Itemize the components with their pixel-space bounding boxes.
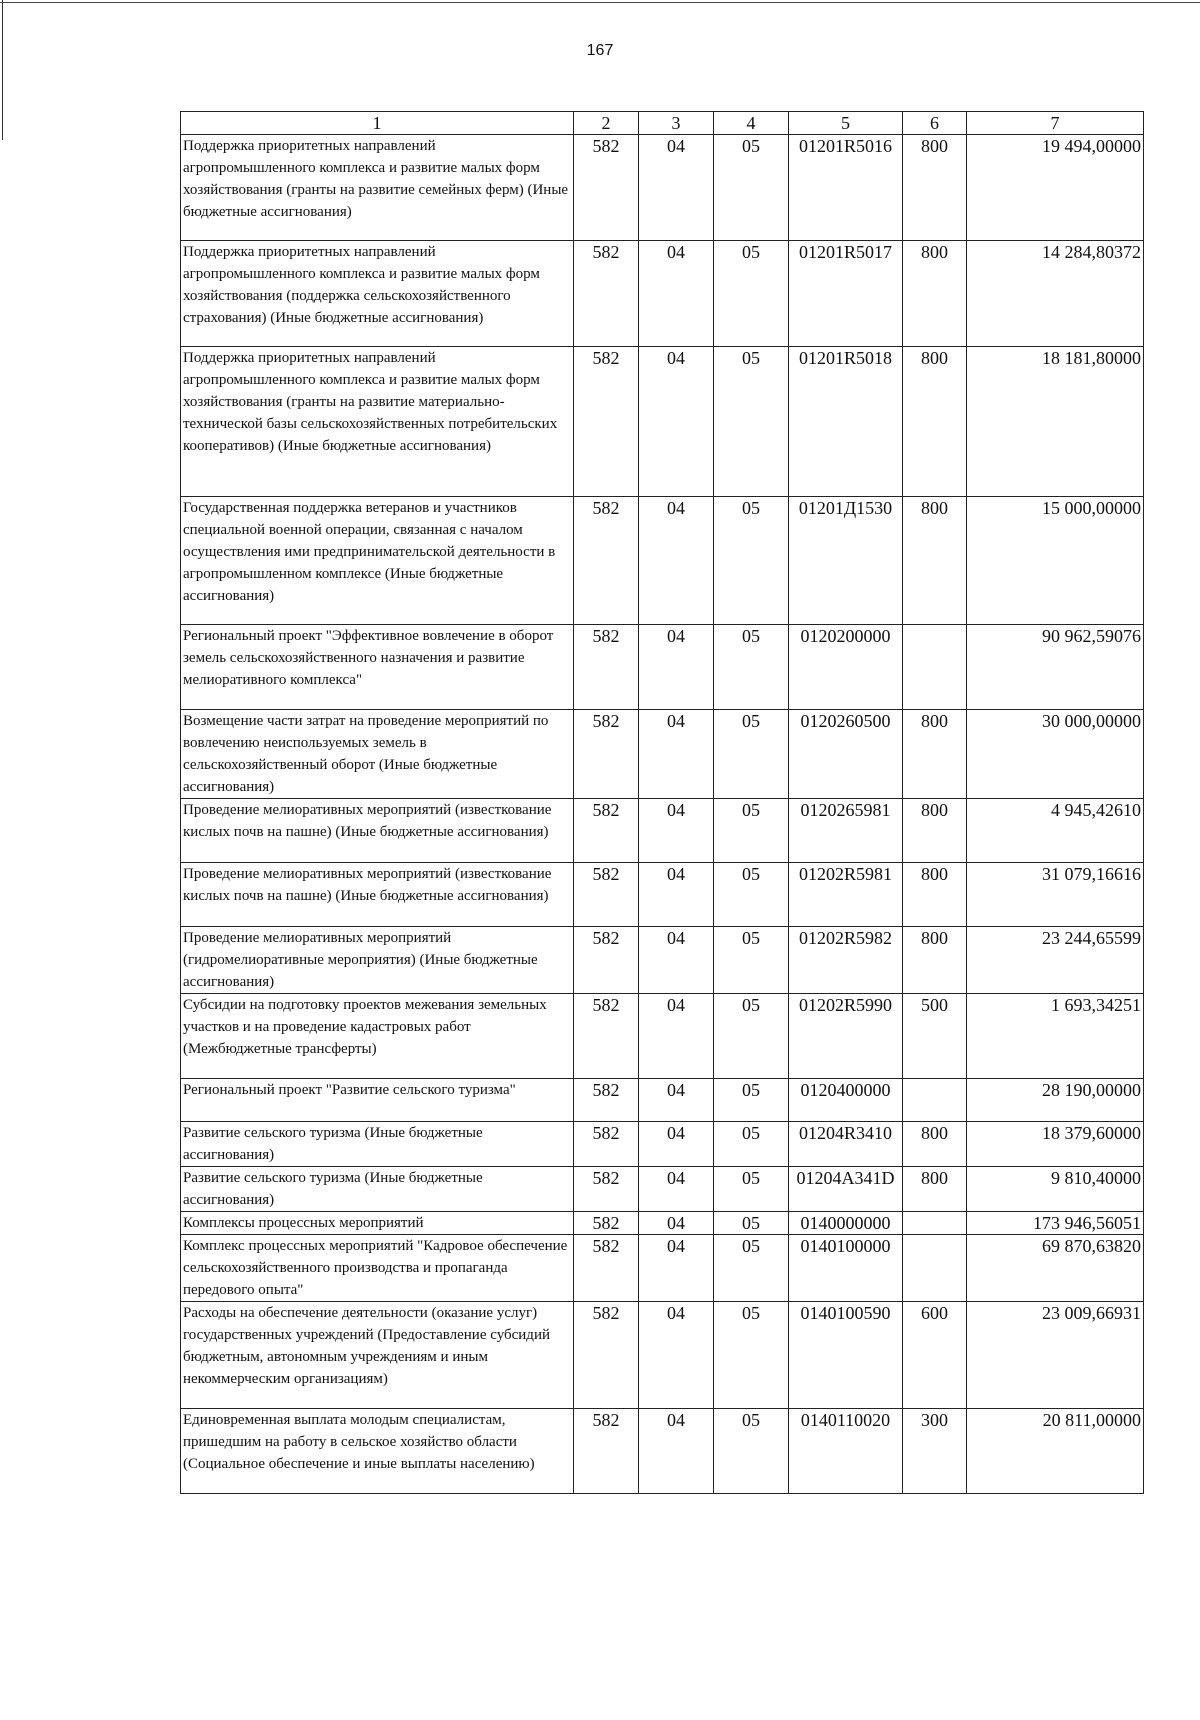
code-subsection: 05 <box>714 347 789 497</box>
code-admin: 582 <box>574 927 639 994</box>
code-expense-type <box>903 1212 967 1235</box>
code-subsection: 05 <box>714 1079 789 1122</box>
table-row <box>181 1212 1144 1235</box>
code-admin: 582 <box>574 1409 639 1494</box>
code-expense-type: 800 <box>903 497 967 625</box>
amount: 31 079,16616 <box>967 863 1144 927</box>
table-row <box>181 241 1144 347</box>
code-section: 04 <box>639 1122 714 1167</box>
code-target-article: 0120260500 <box>789 710 903 799</box>
header-cell: 7 <box>967 112 1144 135</box>
row-description: Проведение мелиоративных мероприятий (известкование кислых почв на пашне) (Иные бюджетные ассигнования) <box>181 863 574 927</box>
code-target-article: 0140110020 <box>789 1409 903 1494</box>
table-row <box>181 710 1144 799</box>
code-expense-type <box>903 625 967 710</box>
code-admin: 582 <box>574 497 639 625</box>
code-subsection: 05 <box>714 497 789 625</box>
code-target-article: 01202R5981 <box>789 863 903 927</box>
code-section: 04 <box>639 994 714 1079</box>
amount: 28 190,00000 <box>967 1079 1144 1122</box>
code-expense-type: 800 <box>903 710 967 799</box>
table-body <box>181 112 1144 1494</box>
code-subsection: 05 <box>714 1212 789 1235</box>
code-subsection: 05 <box>714 1167 789 1212</box>
code-target-article: 0120200000 <box>789 625 903 710</box>
code-target-article: 0140100590 <box>789 1302 903 1409</box>
code-admin: 582 <box>574 135 639 241</box>
row-description: Развитие сельского туризма (Иные бюджетные ассигнования) <box>181 1122 574 1167</box>
table-row <box>181 625 1144 710</box>
code-admin: 582 <box>574 347 639 497</box>
code-admin: 582 <box>574 1212 639 1235</box>
table-row <box>181 994 1144 1079</box>
code-target-article: 01201Д1530 <box>789 497 903 625</box>
code-subsection: 05 <box>714 863 789 927</box>
amount: 19 494,00000 <box>967 135 1144 241</box>
row-description: Проведение мелиоративных мероприятий (известкование кислых почв на пашне) (Иные бюджетные ассигнования) <box>181 799 574 863</box>
code-admin: 582 <box>574 994 639 1079</box>
amount: 14 284,80372 <box>967 241 1144 347</box>
code-expense-type: 800 <box>903 241 967 347</box>
scan-border-top <box>0 2 1200 3</box>
code-subsection: 05 <box>714 241 789 347</box>
amount: 18 181,80000 <box>967 347 1144 497</box>
code-expense-type: 500 <box>903 994 967 1079</box>
amount: 69 870,63820 <box>967 1235 1144 1302</box>
code-admin: 582 <box>574 1122 639 1167</box>
code-subsection: 05 <box>714 1235 789 1302</box>
row-description: Поддержка приоритетных направлений агропромышленного комплекса и развитие малых форм хозяйствования (гранты на развитие семейных ферм) (Иные бюджетные ассигнования) <box>181 135 574 241</box>
header-cell: 4 <box>714 112 789 135</box>
code-admin: 582 <box>574 1079 639 1122</box>
code-admin: 582 <box>574 799 639 863</box>
code-target-article: 0120400000 <box>789 1079 903 1122</box>
code-expense-type: 800 <box>903 135 967 241</box>
code-subsection: 05 <box>714 135 789 241</box>
amount: 15 000,00000 <box>967 497 1144 625</box>
code-expense-type: 800 <box>903 347 967 497</box>
header-cell: 5 <box>789 112 903 135</box>
code-expense-type: 300 <box>903 1409 967 1494</box>
code-subsection: 05 <box>714 994 789 1079</box>
table-row <box>181 863 1144 927</box>
amount: 4 945,42610 <box>967 799 1144 863</box>
code-section: 04 <box>639 799 714 863</box>
code-target-article: 01201R5017 <box>789 241 903 347</box>
code-subsection: 05 <box>714 927 789 994</box>
header-cell: 3 <box>639 112 714 135</box>
row-description: Поддержка приоритетных направлений агропромышленного комплекса и развитие малых форм хозяйствования (гранты на развитие материально-технической базы сельскохозяйственных потребительских кооперативов) (Иные бюджетные ассигнования) <box>181 347 574 497</box>
row-description: Расходы на обеспечение деятельности (оказание услуг) государственных учреждений (Предоставление субсидий бюджетным, автономным учреждениям и иным некоммерческим организациям) <box>181 1302 574 1409</box>
code-subsection: 05 <box>714 1409 789 1494</box>
code-target-article: 01202R5990 <box>789 994 903 1079</box>
code-expense-type: 800 <box>903 799 967 863</box>
code-admin: 582 <box>574 863 639 927</box>
code-section: 04 <box>639 1212 714 1235</box>
code-target-article: 01202R5982 <box>789 927 903 994</box>
amount: 30 000,00000 <box>967 710 1144 799</box>
code-section: 04 <box>639 497 714 625</box>
table-row <box>181 135 1144 241</box>
code-subsection: 05 <box>714 799 789 863</box>
code-section: 04 <box>639 135 714 241</box>
row-description: Региональный проект "Эффективное вовлечение в оборот земель сельскохозяйственного назначения и развитие мелиоративного комплекса" <box>181 625 574 710</box>
code-section: 04 <box>639 241 714 347</box>
table-row <box>181 1079 1144 1122</box>
code-expense-type: 800 <box>903 863 967 927</box>
code-target-article: 01204R3410 <box>789 1122 903 1167</box>
code-expense-type: 800 <box>903 927 967 994</box>
table-row <box>181 1302 1144 1409</box>
amount: 1 693,34251 <box>967 994 1144 1079</box>
row-description: Поддержка приоритетных направлений агропромышленного комплекса и развитие малых форм хозяйствования (поддержка сельскохозяйственного страхования) (Иные бюджетные ассигнования) <box>181 241 574 347</box>
code-subsection: 05 <box>714 625 789 710</box>
row-description: Возмещение части затрат на проведение мероприятий по вовлечению неиспользуемых земель в сельскохозяйственный оборот (Иные бюджетные ассигнования) <box>181 710 574 799</box>
amount: 9 810,40000 <box>967 1167 1144 1212</box>
code-section: 04 <box>639 1235 714 1302</box>
code-expense-type: 800 <box>903 1122 967 1167</box>
code-admin: 582 <box>574 710 639 799</box>
code-section: 04 <box>639 710 714 799</box>
row-description: Проведение мелиоративных мероприятий (гидромелиоративные мероприятия) (Иные бюджетные ассигнования) <box>181 927 574 994</box>
header-cell: 6 <box>903 112 967 135</box>
code-section: 04 <box>639 863 714 927</box>
code-section: 04 <box>639 1302 714 1409</box>
code-target-article: 01204A341D <box>789 1167 903 1212</box>
table-row <box>181 347 1144 497</box>
row-description: Единовременная выплата молодым специалистам, пришедшим на работу в сельское хозяйство области (Социальное обеспечение и иные выплаты населению) <box>181 1409 574 1494</box>
code-subsection: 05 <box>714 1302 789 1409</box>
code-subsection: 05 <box>714 710 789 799</box>
code-admin: 582 <box>574 1167 639 1212</box>
code-expense-type <box>903 1235 967 1302</box>
row-description: Региональный проект "Развитие сельского туризма" <box>181 1079 574 1122</box>
code-section: 04 <box>639 1167 714 1212</box>
code-target-article: 0140100000 <box>789 1235 903 1302</box>
table-row <box>181 799 1144 863</box>
amount: 90 962,59076 <box>967 625 1144 710</box>
page-number: 167 <box>586 42 614 59</box>
amount: 23 009,66931 <box>967 1302 1144 1409</box>
code-expense-type: 600 <box>903 1302 967 1409</box>
code-section: 04 <box>639 347 714 497</box>
amount: 173 946,56051 <box>967 1212 1144 1235</box>
code-section: 04 <box>639 1409 714 1494</box>
table-row <box>181 1167 1144 1212</box>
amount: 23 244,65599 <box>967 927 1144 994</box>
table-row <box>181 1235 1144 1302</box>
code-section: 04 <box>639 1079 714 1122</box>
code-expense-type: 800 <box>903 1167 967 1212</box>
header-cell: 2 <box>574 112 639 135</box>
table-row <box>181 927 1144 994</box>
code-target-article: 0140000000 <box>789 1212 903 1235</box>
row-description: Государственная поддержка ветеранов и участников специальной военной операции, связанная с началом осуществления ими предпринимательской деятельности в агропромышленном комплексе (Иные бюджетные ассигнования) <box>181 497 574 625</box>
budget-table <box>180 111 1144 1494</box>
row-description: Комплекс процессных мероприятий "Кадровое обеспечение сельскохозяйственного производства и пропаганда передового опыта" <box>181 1235 574 1302</box>
code-expense-type <box>903 1079 967 1122</box>
code-section: 04 <box>639 625 714 710</box>
code-admin: 582 <box>574 1235 639 1302</box>
amount: 18 379,60000 <box>967 1122 1144 1167</box>
code-admin: 582 <box>574 1302 639 1409</box>
code-target-article: 0120265981 <box>789 799 903 863</box>
row-description: Комплексы процессных мероприятий <box>181 1212 574 1235</box>
code-section: 04 <box>639 927 714 994</box>
code-admin: 582 <box>574 241 639 347</box>
table-row <box>181 1122 1144 1167</box>
code-admin: 582 <box>574 625 639 710</box>
code-target-article: 01201R5016 <box>789 135 903 241</box>
row-description: Субсидии на подготовку проектов межевания земельных участков и на проведение кадастровых работ (Межбюджетные трансферты) <box>181 994 574 1079</box>
code-subsection: 05 <box>714 1122 789 1167</box>
table-row <box>181 1409 1144 1494</box>
header-cell: 1 <box>181 112 574 135</box>
code-target-article: 01201R5018 <box>789 347 903 497</box>
table-row <box>181 497 1144 625</box>
scan-border-left <box>2 0 3 140</box>
amount: 20 811,00000 <box>967 1409 1144 1494</box>
header-row <box>181 112 1144 135</box>
row-description: Развитие сельского туризма (Иные бюджетные ассигнования) <box>181 1167 574 1212</box>
